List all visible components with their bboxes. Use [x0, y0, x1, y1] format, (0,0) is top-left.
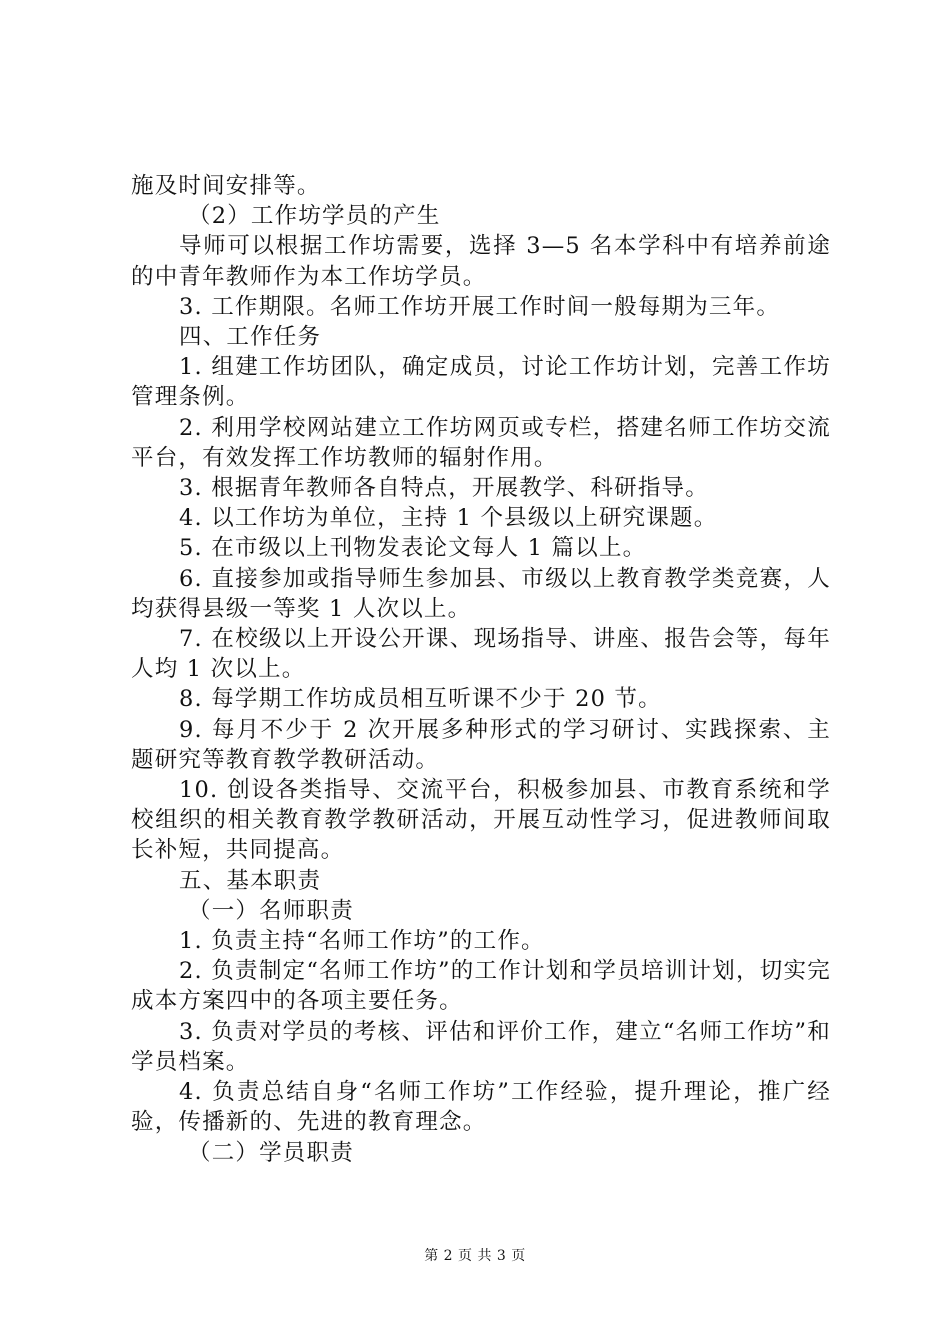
paragraph: 施及时间安排等。	[131, 173, 321, 199]
list-item: 4. 以工作坊为单位，主持 1 个县级以上研究课题。	[179, 505, 718, 532]
list-item: 9. 每月不少于 2 次开展多种形式的学习研讨、实践探索、主题研究等教育教学教研活动。	[131, 716, 831, 773]
list-item: 7. 在校级以上开设公开课、现场指导、讲座、报告会等，每年人均 1 次以上。	[131, 626, 831, 683]
list-item: 6. 直接参加或指导师生参加县、市级以上教育教学类竞赛，人均获得县级一等奖 1 人次以上。	[131, 565, 831, 622]
paragraph: 3. 工作期限。名师工作坊开展工作时间一般每期为三年。	[179, 293, 781, 320]
paragraph: 导师可以根据工作坊需要，选择 3—5 名本学科中有培养前途的中青年教师作为本工作坊学员。	[131, 233, 831, 290]
list-item: 2. 负责制定“名师工作坊”的工作计划和学员培训计划，切实完成本方案四中的各项主要任务。	[131, 958, 831, 1015]
subheading: （2）工作坊学员的产生	[188, 203, 441, 230]
list-item: 3. 根据青年教师各自特点，开展教学、科研指导。	[179, 475, 709, 502]
list-item: 5. 在市级以上刊物发表论文每人 1 篇以上。	[179, 535, 647, 562]
list-item: 4. 负责总结自身“名师工作坊”工作经验，提升理论，推广经验，传播新的、先进的教育理念。	[131, 1079, 831, 1136]
document-body	[131, 171, 831, 1168]
page-footer: 第 2 页 共 3 页	[424, 1248, 526, 1264]
section-heading: 五、基本职责	[179, 867, 322, 894]
list-item: 8. 每学期工作坊成员相互听课不少于 20 节。	[179, 686, 662, 713]
list-item: 10. 创设各类指导、交流平台，积极参加县、市教育系统和学校组织的相关教育教学教研活动，开展互动性学习，促进教师间取长补短，共同提高。	[131, 777, 831, 864]
subheading: （二）学员职责	[188, 1139, 354, 1166]
subheading: （一）名师职责	[188, 897, 354, 924]
section-heading: 四、工作任务	[179, 324, 322, 351]
list-item: 1. 负责主持“名师工作坊”的工作。	[179, 928, 545, 955]
list-item: 2. 利用学校网站建立工作坊网页或专栏，搭建名师工作坊交流平台，有效发挥工作坊教师的辐射作用。	[131, 414, 831, 471]
list-item: 3. 负责对学员的考核、评估和评价工作，建立“名师工作坊”和学员档案。	[131, 1018, 831, 1075]
list-item: 1. 组建工作坊团队，确定成员，讨论工作坊计划，完善工作坊管理条例。	[131, 354, 831, 411]
